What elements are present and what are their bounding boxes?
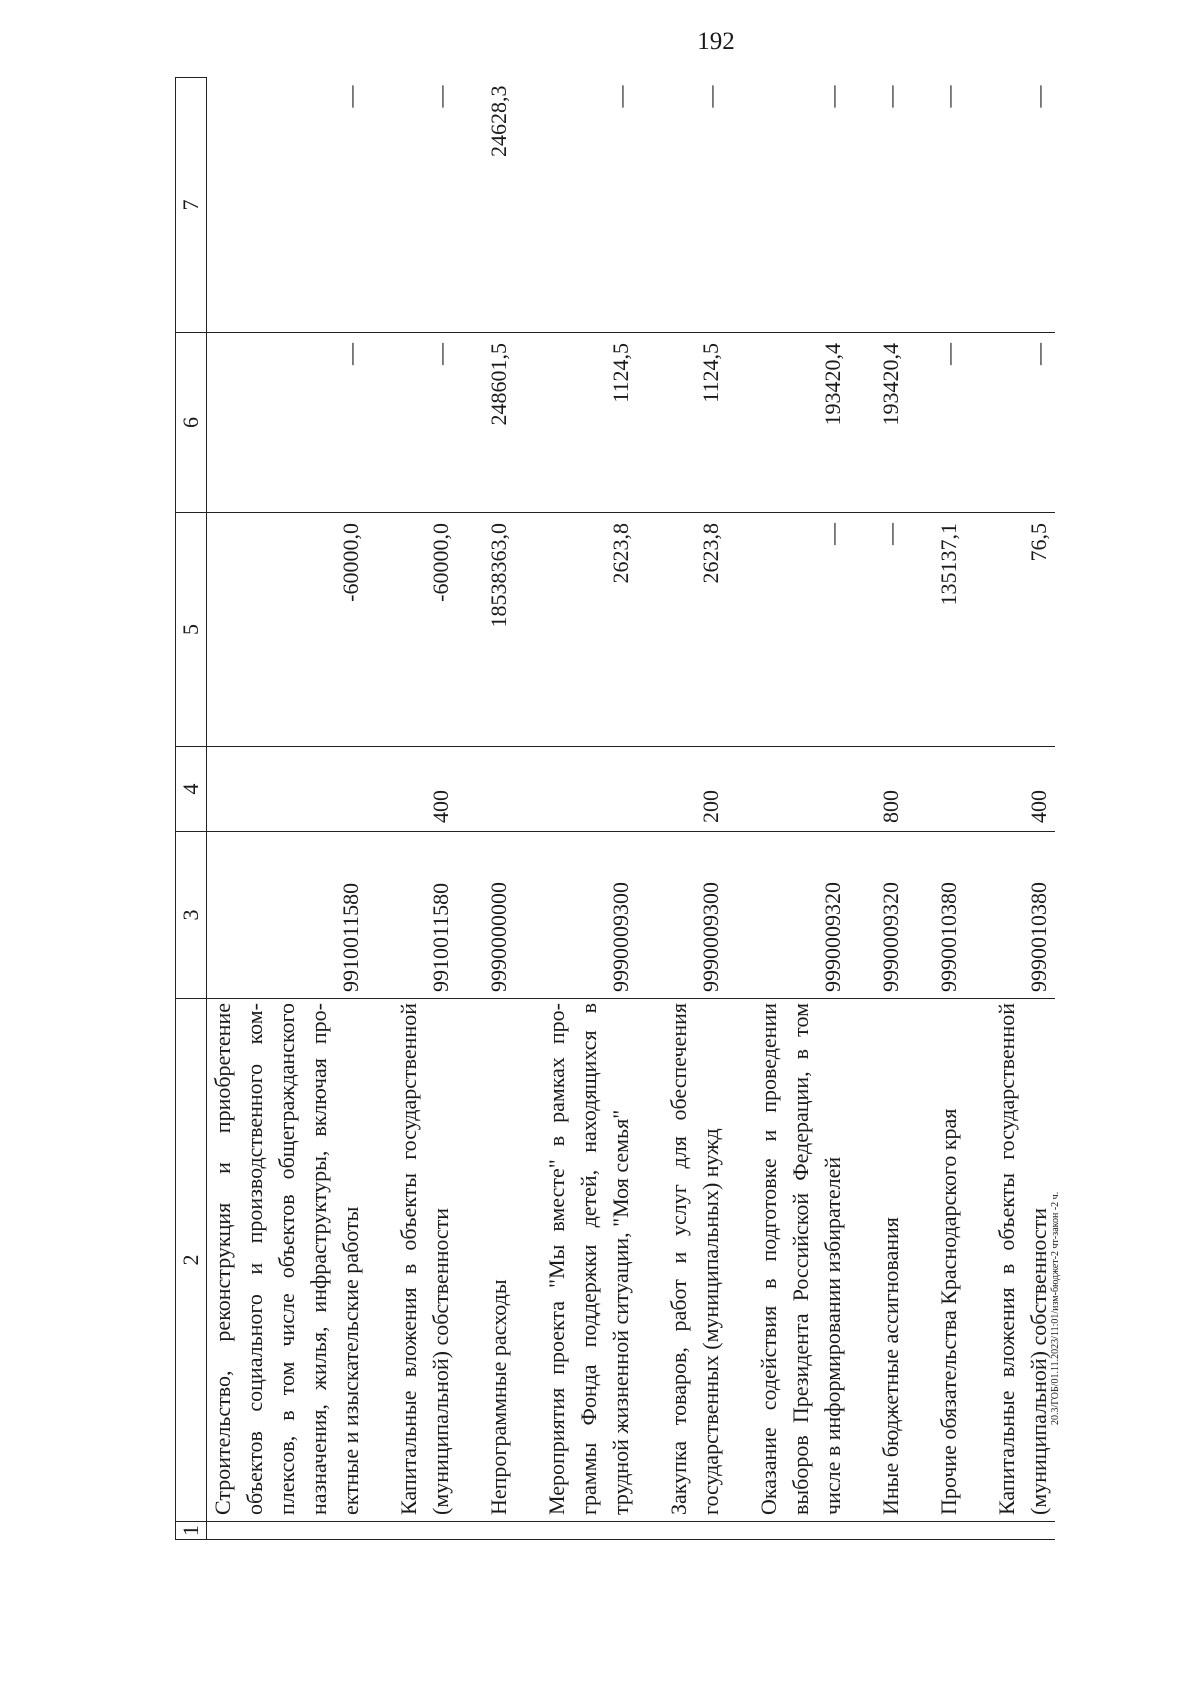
header-col-4: 4: [176, 747, 207, 832]
row-vr: 200: [663, 747, 727, 832]
row-vr: [207, 747, 368, 832]
row-gap: [637, 78, 663, 1540]
col1-cell: [207, 1522, 368, 1540]
row-value-7: 24628,3: [483, 78, 515, 333]
table-row: [753, 78, 849, 1540]
row-gap: [367, 78, 393, 1540]
header-col-6: 6: [176, 333, 207, 513]
row-gap: [515, 78, 541, 1540]
header-col-7: 7: [176, 78, 207, 333]
row-name: Капитальные вложения в объекты государственной (муниципальной) собственности: [991, 999, 1055, 1522]
row-name: Иные бюджетные ассигнования: [875, 999, 907, 1522]
col1-cell: [753, 1522, 849, 1540]
row-value-7: —: [753, 78, 849, 333]
row-value-6: 193420,4: [875, 333, 907, 513]
row-vr: 800: [875, 747, 907, 832]
row-value-7: —: [541, 78, 637, 333]
row-name: Прочие обязательства Краснодарского края: [933, 999, 965, 1522]
row-code: 9990009320: [875, 832, 907, 999]
budget-table: [175, 77, 1055, 1540]
row-gap: [907, 78, 933, 1540]
header-col-3: 3: [176, 832, 207, 999]
header-col-1: 1: [176, 1522, 207, 1540]
table-row: [933, 78, 965, 1540]
row-value-5: 135137,1: [933, 513, 965, 747]
col1-cell: [541, 1522, 637, 1540]
row-code: 9990010380: [933, 832, 965, 999]
page-number: 192: [697, 28, 735, 55]
col1-cell: [483, 1522, 515, 1540]
row-code: 9990010380: [991, 832, 1055, 999]
table-row: [207, 78, 368, 1540]
row-value-6: 248601,5: [483, 333, 515, 513]
header-col-2: 2: [176, 999, 207, 1522]
table-row: [991, 78, 1055, 1540]
row-code: 9990009300: [663, 832, 727, 999]
col1-cell: [991, 1522, 1055, 1540]
row-value-6: 193420,4: [753, 333, 849, 513]
row-code: 9910011580: [207, 832, 368, 999]
row-value-6: 1124,5: [541, 333, 637, 513]
row-value-5: —: [875, 513, 907, 747]
row-code: 9910011580: [393, 832, 457, 999]
col1-cell: [663, 1522, 727, 1540]
row-value-5: —: [753, 513, 849, 747]
table-row: [393, 78, 457, 1540]
row-value-6: —: [933, 333, 965, 513]
row-value-6: —: [207, 333, 368, 513]
row-value-5: -60000,0: [393, 513, 457, 747]
row-value-5: 2623,8: [541, 513, 637, 747]
col1-cell: [875, 1522, 907, 1540]
col1-cell: [933, 1522, 965, 1540]
row-code: 9990000000: [483, 832, 515, 999]
row-name: Строительство, реконструкция и приобретение объектов социального и производственного ком-плексов, в том числе объектов общегражданского назначения, жилья, инфраструктуры, включая про-ектные и изыскательские работы: [207, 999, 368, 1522]
row-value-5: 2623,8: [663, 513, 727, 747]
row-value-7: —: [991, 78, 1055, 333]
row-name: Мероприятия проекта "Мы вместе" в рамках про-граммы Фонда поддержки детей, находящихся в трудной жизненной ситуации, "Моя семья": [541, 999, 637, 1522]
row-value-5: 18538363,0: [483, 513, 515, 747]
col1-cell: [393, 1522, 457, 1540]
row-value-7: —: [207, 78, 368, 333]
rotated-table-container: [175, 78, 1051, 1540]
row-vr: [541, 747, 637, 832]
row-gap: [727, 78, 753, 1540]
row-value-6: 1124,5: [663, 333, 727, 513]
table-row: [541, 78, 637, 1540]
row-gap: [965, 78, 991, 1540]
row-value-5: 76,5: [991, 513, 1055, 747]
row-value-5: -60000,0: [207, 513, 368, 747]
row-vr: [483, 747, 515, 832]
row-vr: [753, 747, 849, 832]
header-row: [176, 78, 207, 1540]
row-value-7: —: [393, 78, 457, 333]
row-code: 9990009300: [541, 832, 637, 999]
row-code: 9990009320: [753, 832, 849, 999]
row-gap: [457, 78, 483, 1540]
table-row: [483, 78, 515, 1540]
row-value-7: —: [663, 78, 727, 333]
row-name: Оказание содействия в подготовке и проведении выборов Президента Российской Федерации, в том числе в информировании избирателей: [753, 999, 849, 1522]
row-value-6: —: [991, 333, 1055, 513]
row-value-7: —: [933, 78, 965, 333]
row-gap: [849, 78, 875, 1540]
table-row: [663, 78, 727, 1540]
row-vr: 400: [393, 747, 457, 832]
footer-document-code: 20.3/ГОБ/01.11.2023/11:01/изм-бюджет-2 чт-закон -2 ч.: [1050, 1191, 1061, 1425]
row-name: Капитальные вложения в объекты государственной (муниципальной) собственности: [393, 999, 457, 1522]
row-vr: [933, 747, 965, 832]
row-value-6: —: [393, 333, 457, 513]
row-name: Непрограммные расходы: [483, 999, 515, 1522]
header-col-5: 5: [176, 513, 207, 747]
row-value-7: —: [875, 78, 907, 333]
row-name: Закупка товаров, работ и услуг для обеспечения государственных (муниципальных) нужд: [663, 999, 727, 1522]
table-row: [875, 78, 907, 1540]
row-vr: 400: [991, 747, 1055, 832]
